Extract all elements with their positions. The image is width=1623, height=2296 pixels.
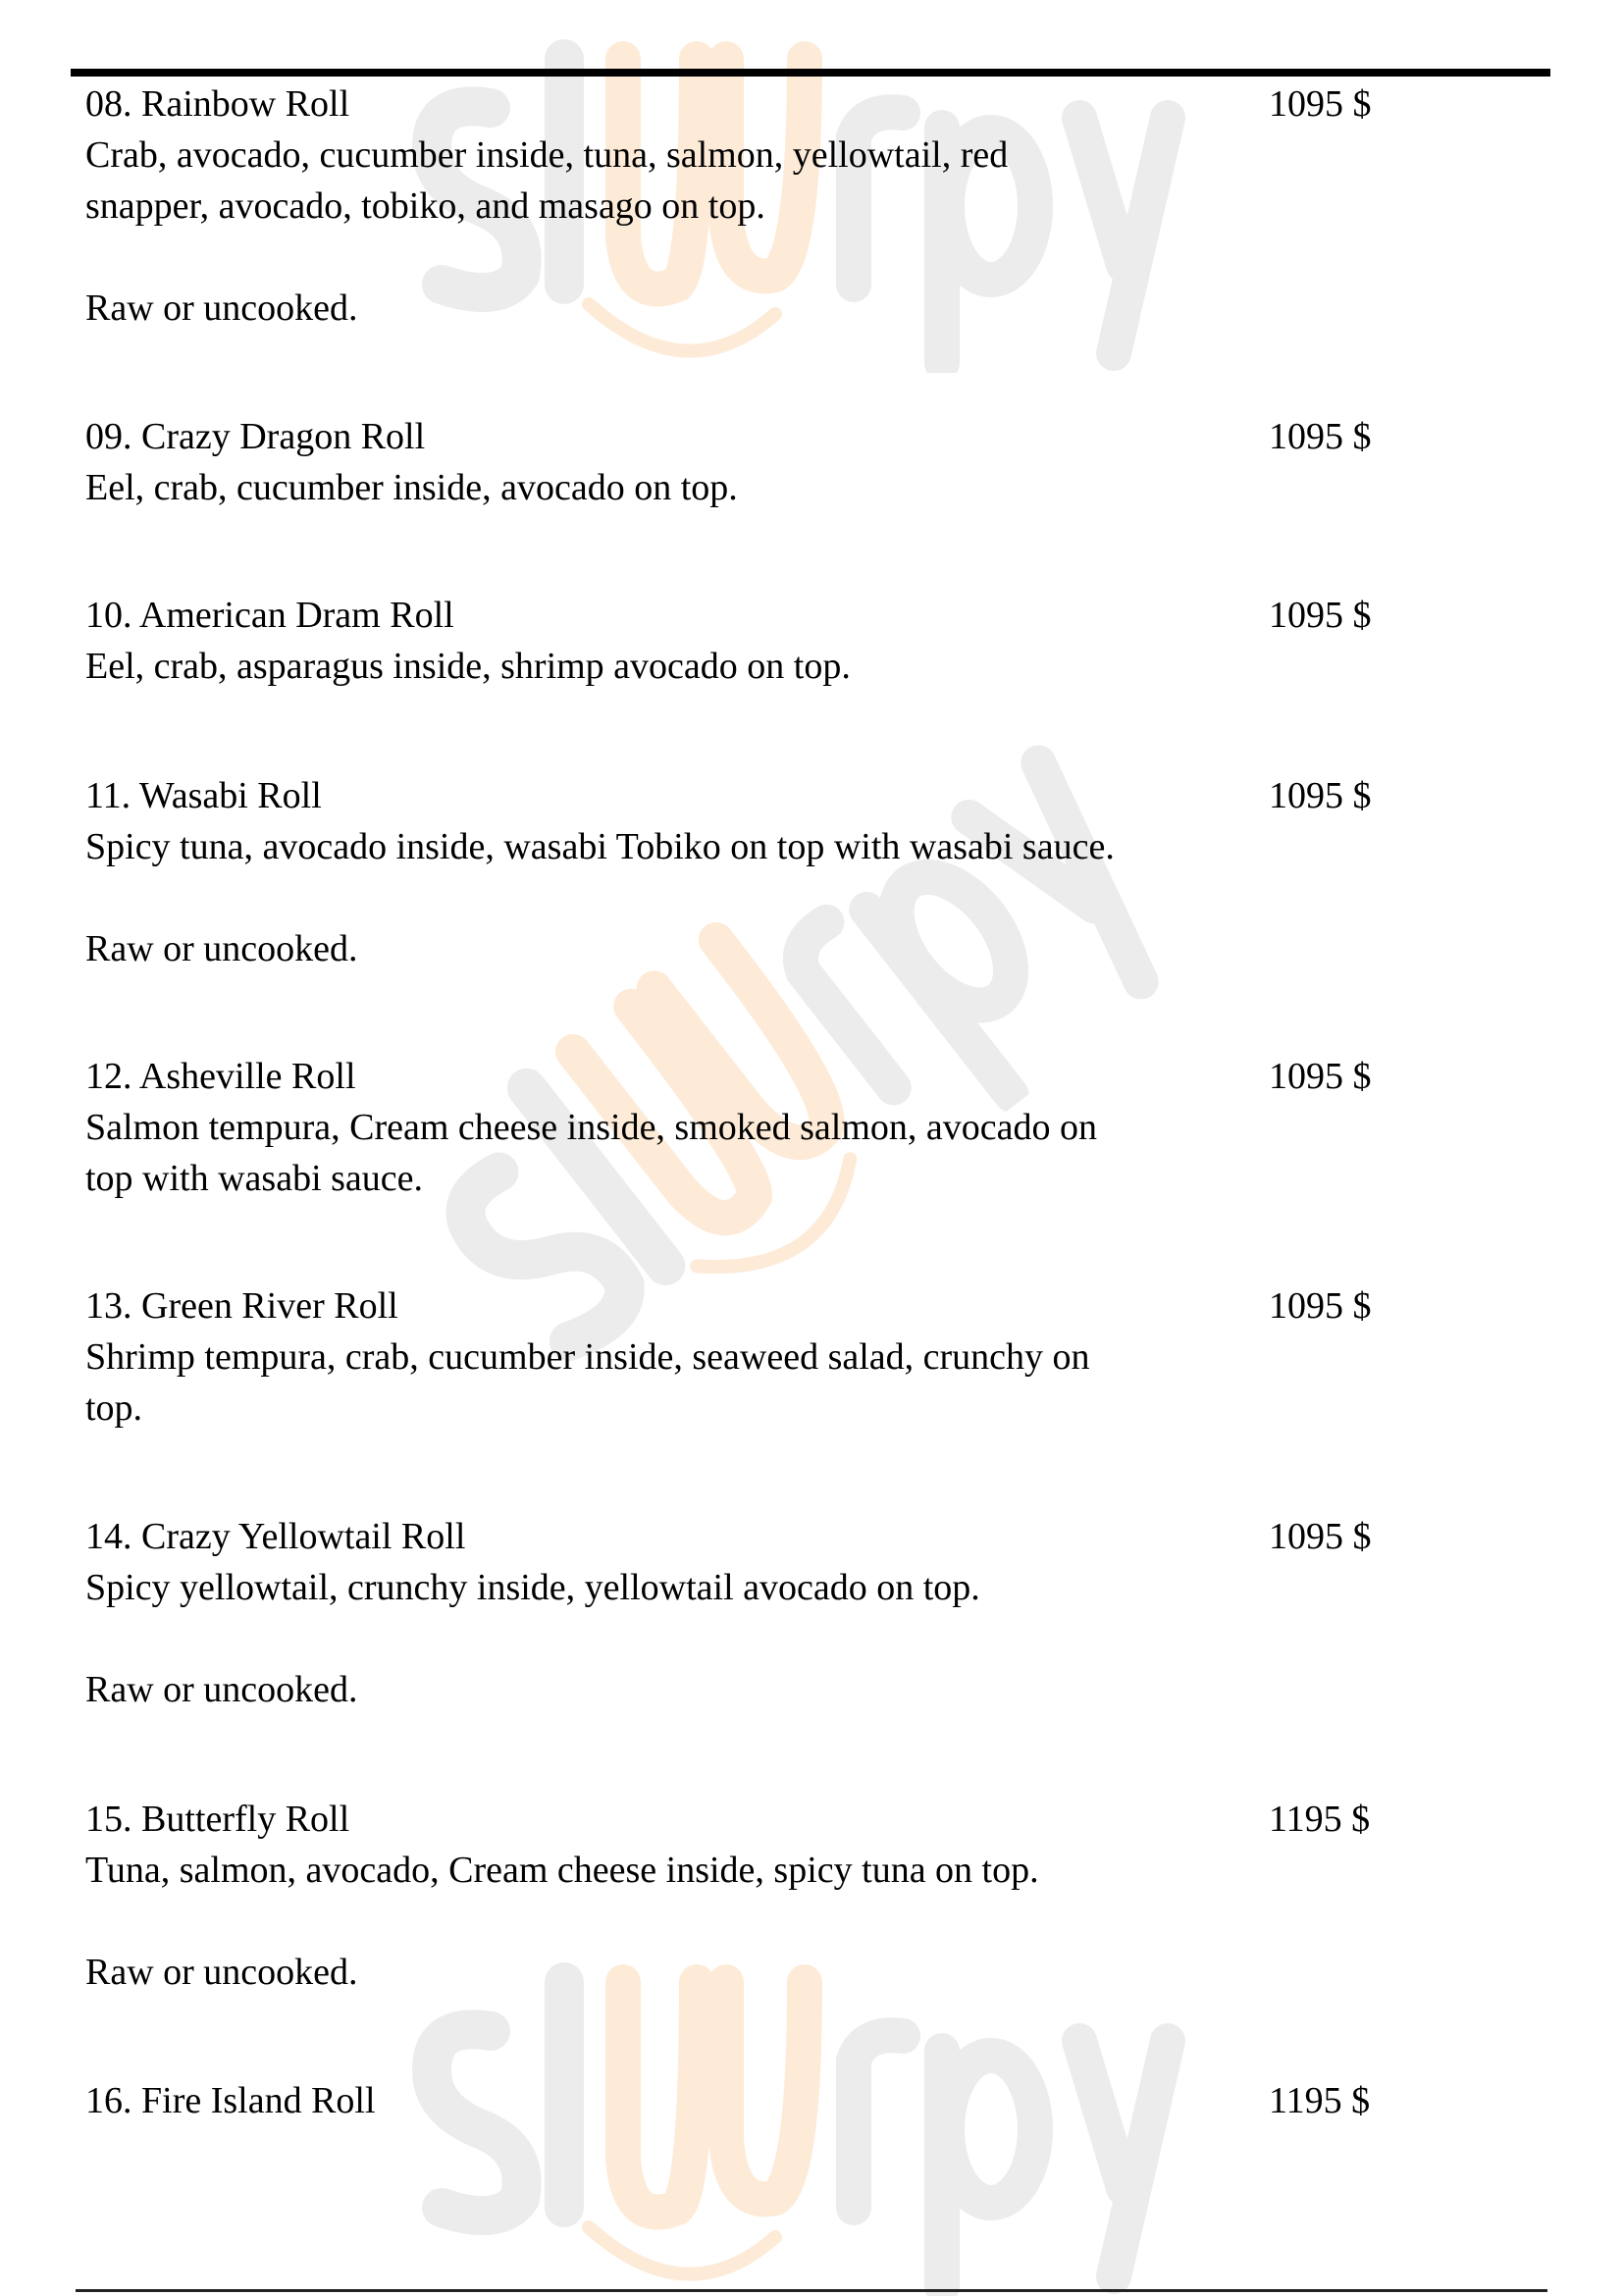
item-description: top with wasabi sauce. — [85, 1158, 424, 1199]
item-price: 1095 $ — [1269, 1285, 1372, 1327]
item-price: 1095 $ — [1269, 83, 1372, 125]
item-note: Raw or uncooked. — [85, 287, 358, 329]
item-description: snapper, avocado, tobiko, and masago on top. — [85, 185, 765, 227]
item-description: Spicy yellowtail, crunchy inside, yellowtail avocado on top. — [85, 1567, 980, 1608]
item-description: Eel, crab, cucumber inside, avocado on top. — [85, 467, 738, 508]
menu-item — [85, 411, 1243, 513]
item-title: 08. Rainbow Roll — [85, 83, 350, 125]
top-divider — [71, 69, 1550, 77]
menu-item — [85, 770, 1243, 974]
item-price: 1095 $ — [1269, 1516, 1372, 1557]
item-price: 1095 $ — [1269, 416, 1372, 457]
bottom-divider — [76, 2289, 1547, 2292]
item-price: 1195 $ — [1269, 1799, 1371, 1840]
menu-item — [85, 2075, 1243, 2126]
item-description: Eel, crab, asparagus inside, shrimp avocado on top. — [85, 646, 851, 687]
item-title: 11. Wasabi Roll — [85, 775, 322, 816]
item-price: 1095 $ — [1269, 595, 1372, 636]
item-title: 15. Butterfly Roll — [85, 1799, 350, 1840]
menu-item — [85, 1280, 1243, 1434]
menu-item — [85, 1511, 1243, 1715]
item-price: 1095 $ — [1269, 775, 1372, 816]
item-price: 1095 $ — [1269, 1056, 1372, 1097]
menu-item — [85, 1794, 1243, 1998]
item-description: Spicy tuna, avocado inside, wasabi Tobiko on top with wasabi sauce. — [85, 826, 1115, 867]
item-title: 10. American Dram Roll — [85, 595, 454, 636]
item-title: 12. Asheville Roll — [85, 1056, 356, 1097]
menu-item — [85, 78, 1243, 334]
item-title: 13. Green River Roll — [85, 1285, 398, 1327]
item-note: Raw or uncooked. — [85, 1952, 358, 1993]
watermark-logo-bottom — [393, 1962, 1236, 2296]
item-title: 16. Fire Island Roll — [85, 2080, 376, 2121]
item-description: Salmon tempura, Cream cheese inside, smoked salmon, avocado on — [85, 1107, 1098, 1148]
item-description: top. — [85, 1387, 143, 1429]
item-description: Tuna, salmon, avocado, Cream cheese inside, spicy tuna on top. — [85, 1850, 1039, 1891]
item-note: Raw or uncooked. — [85, 928, 358, 969]
menu-item — [85, 1051, 1243, 1204]
item-description: Crab, avocado, cucumber inside, tuna, salmon, yellowtail, red — [85, 134, 1009, 176]
item-note: Raw or uncooked. — [85, 1669, 358, 1710]
item-description: Shrimp tempura, crab, cucumber inside, seaweed salad, crunchy on — [85, 1336, 1090, 1378]
item-title: 09. Crazy Dragon Roll — [85, 416, 426, 457]
item-title: 14. Crazy Yellowtail Roll — [85, 1516, 466, 1557]
item-price: 1195 $ — [1269, 2080, 1371, 2121]
menu-item — [85, 590, 1243, 692]
